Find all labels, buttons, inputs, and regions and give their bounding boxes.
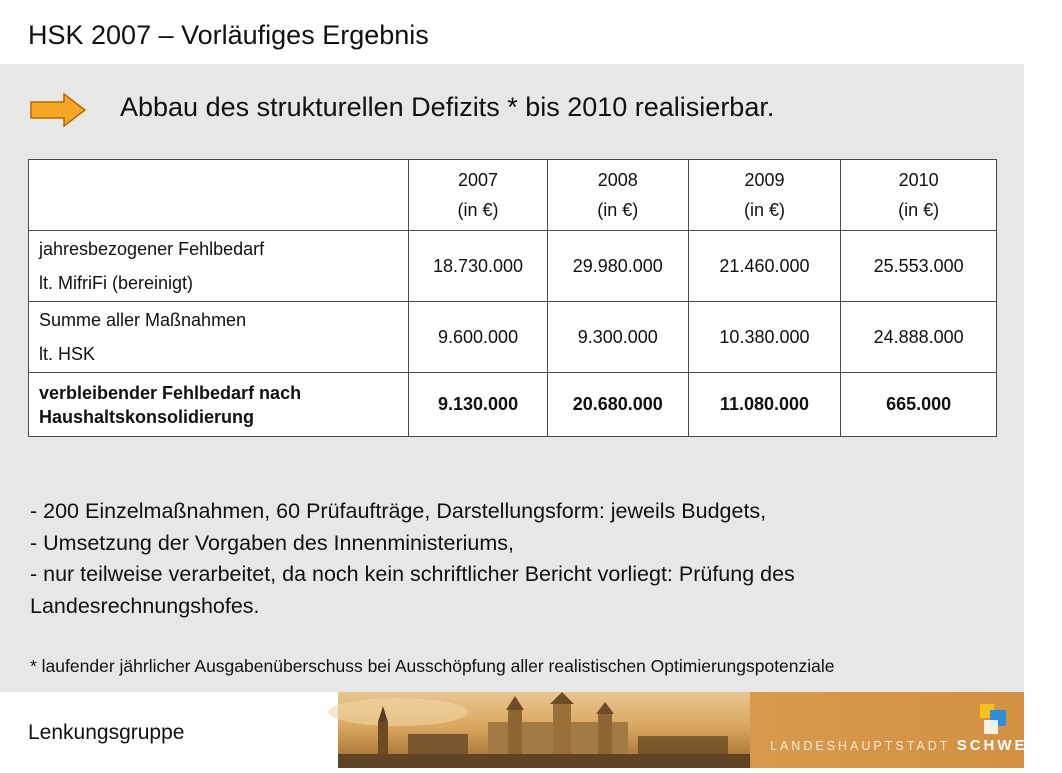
column-year: 2009 (744, 170, 785, 190)
header-bar (0, 0, 1024, 64)
table-row (29, 231, 997, 302)
row-label-line: lt. MifriFi (bereinigt) (39, 273, 194, 293)
column-unit: (in €) (597, 200, 639, 220)
table-cell: 20.680.000 (547, 373, 688, 437)
column-header (688, 160, 841, 231)
bullet-item: Landesrechnungshofes. (30, 593, 260, 618)
row-label-line: Haushaltskonsolidierung (39, 406, 255, 427)
bullet-list (30, 496, 795, 622)
table-cell: 10.380.000 (688, 302, 841, 373)
column-unit: (in €) (898, 200, 940, 220)
table-cell: 29.980.000 (547, 231, 688, 302)
column-unit: (in €) (457, 200, 499, 220)
row-label (29, 302, 409, 373)
row-label-line: jahresbezogener Fehlbedarf (39, 239, 265, 259)
footer-label: Lenkungsgruppe (28, 721, 185, 744)
table-cell: 21.460.000 (688, 231, 841, 302)
column-year: 2007 (458, 170, 499, 190)
table-row (29, 302, 997, 373)
column-year: 2008 (597, 170, 638, 190)
brand-wordmark (770, 737, 1062, 754)
results-table (28, 159, 997, 437)
table-cell: 9.300.000 (547, 302, 688, 373)
brand-name: SCHWERIN (956, 737, 1062, 754)
headline: Abbau des strukturellen Defizits * bis 2010 realisierbar. (120, 92, 775, 122)
bullet-item: - Umsetzung der Vorgaben des Innenministeriums, (30, 530, 514, 555)
column-header (409, 160, 548, 231)
row-label-line: Summe aller Maßnahmen (39, 310, 247, 330)
table-cell: 24.888.000 (841, 302, 997, 373)
row-label-line: verbleibender Fehlbedarf nach (39, 382, 302, 403)
column-year: 2010 (898, 170, 939, 190)
castle-silhouette (338, 692, 750, 768)
row-label (29, 373, 409, 437)
bullet-item: - 200 Einzelmaßnahmen, 60 Prüfaufträge, Darstellungsform: jeweils Budgets, (30, 499, 767, 523)
table-cell: 665.000 (841, 373, 997, 437)
bullet-item: - nur teilweise verarbeitet, da noch kein schriftlicher Bericht vorliegt: Prüfung des (30, 562, 795, 586)
table-cell: 18.730.000 (409, 231, 548, 302)
city-photo (338, 692, 750, 768)
table-cell: 25.553.000 (841, 231, 997, 302)
city-logo-icon (980, 704, 1012, 736)
arrow-right-icon (30, 93, 86, 127)
table-cell: 9.600.000 (409, 302, 548, 373)
footnote: * laufender jährlicher Ausgabenüberschuss bei Ausschöpfung aller realistischen Optimierungspotenziale (30, 656, 835, 676)
page-title: HSK 2007 – Vorläufiges Ergebnis (28, 20, 429, 50)
column-unit: (in €) (743, 200, 785, 220)
column-header (547, 160, 688, 231)
table-header-row (29, 160, 997, 231)
column-header (841, 160, 997, 231)
table-cell: 11.080.000 (688, 373, 841, 437)
table-row-total (29, 373, 997, 437)
table-cell: 9.130.000 (409, 373, 548, 437)
table-corner-cell (29, 160, 409, 231)
row-label (29, 231, 409, 302)
row-label-line: lt. HSK (39, 344, 96, 364)
brand-prefix: LANDESHAUPTSTADT (770, 739, 951, 753)
